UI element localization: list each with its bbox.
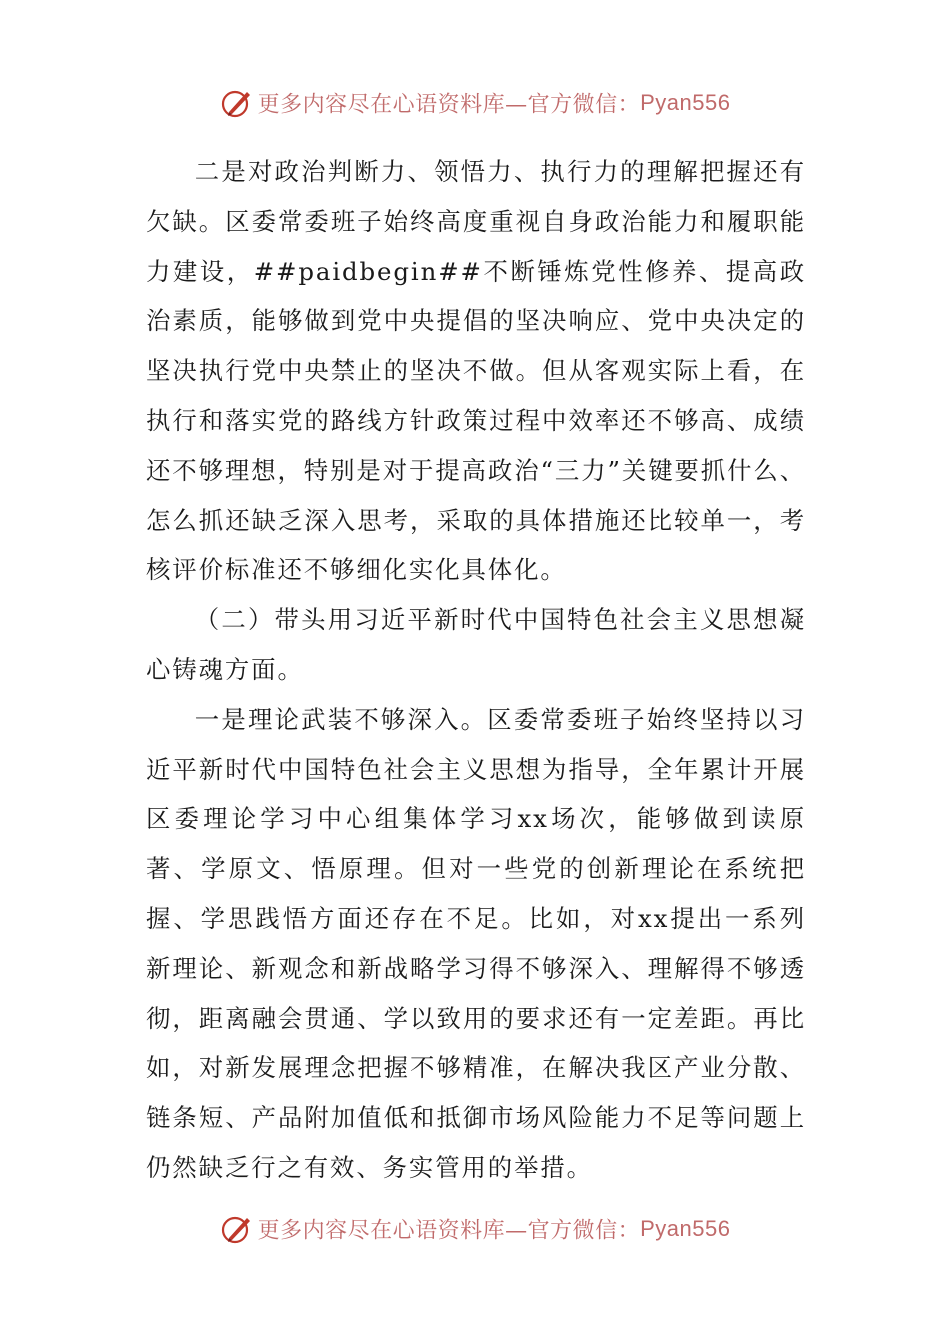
watermark-account: Pyan556 xyxy=(640,1216,731,1241)
paragraph-theory-study: 一是理论武装不够深入。区委常委班子始终坚持以习近平新时代中国特色社会主义思想为指导，全年累计开展区委理论学习中心组集体学习xx场次，能够做到读原著、学原文、悟原理。但对一些党的创新理论在系统把握、学思践悟方面还存在不足。比如，对xx提出一系列新理论、新观念和新战略学习得不够深入、理解得不够透彻，距离融会贯通、学以致用的要求还有一定差距。再比如，对新发展理念把握不够精准，在解决我区产业分散、链条短、产品附加值低和抵御市场风险能力不足等问题上仍然缺乏行之有效、务实管用的举措。 xyxy=(146,704,806,1182)
watermark-account: Pyan556 xyxy=(640,90,731,115)
watermark-text: 更多内容尽在心语资料库—官方微信： xyxy=(257,92,641,118)
paragraph-political-ability: 二是对政治判断力、领悟力、执行力的理解把握还有欠缺。区委常委班子始终高度重视自身政治能力和履职能力建设，##paidbegin##不断锤炼党性修养、提高政治素质，能够做到党中央提倡的坚决响应、党中央决定的坚决执行党中央禁止的坚决不做。但从客观实际上看，在执行和落实党的路线方针政策过程中效率还不够高、成绩还不够理想，特别是对于提高政治“三力”关键要抓什么、怎么抓还缺乏深入思考，采取的具体措施还比较单一，考核评价标准还不够细化实化具体化。 xyxy=(146,157,806,585)
pen-circle-icon xyxy=(220,86,254,120)
header-watermark xyxy=(0,86,950,120)
watermark-text: 更多内容尽在心语资料库—官方微信： xyxy=(257,1218,641,1244)
section-heading-2: （二）带头用习近平新时代中国特色社会主义思想凝心铸魂方面。 xyxy=(146,605,806,684)
footer-watermark xyxy=(0,1212,950,1246)
document-body xyxy=(146,147,806,1193)
pen-circle-icon xyxy=(220,1212,254,1246)
